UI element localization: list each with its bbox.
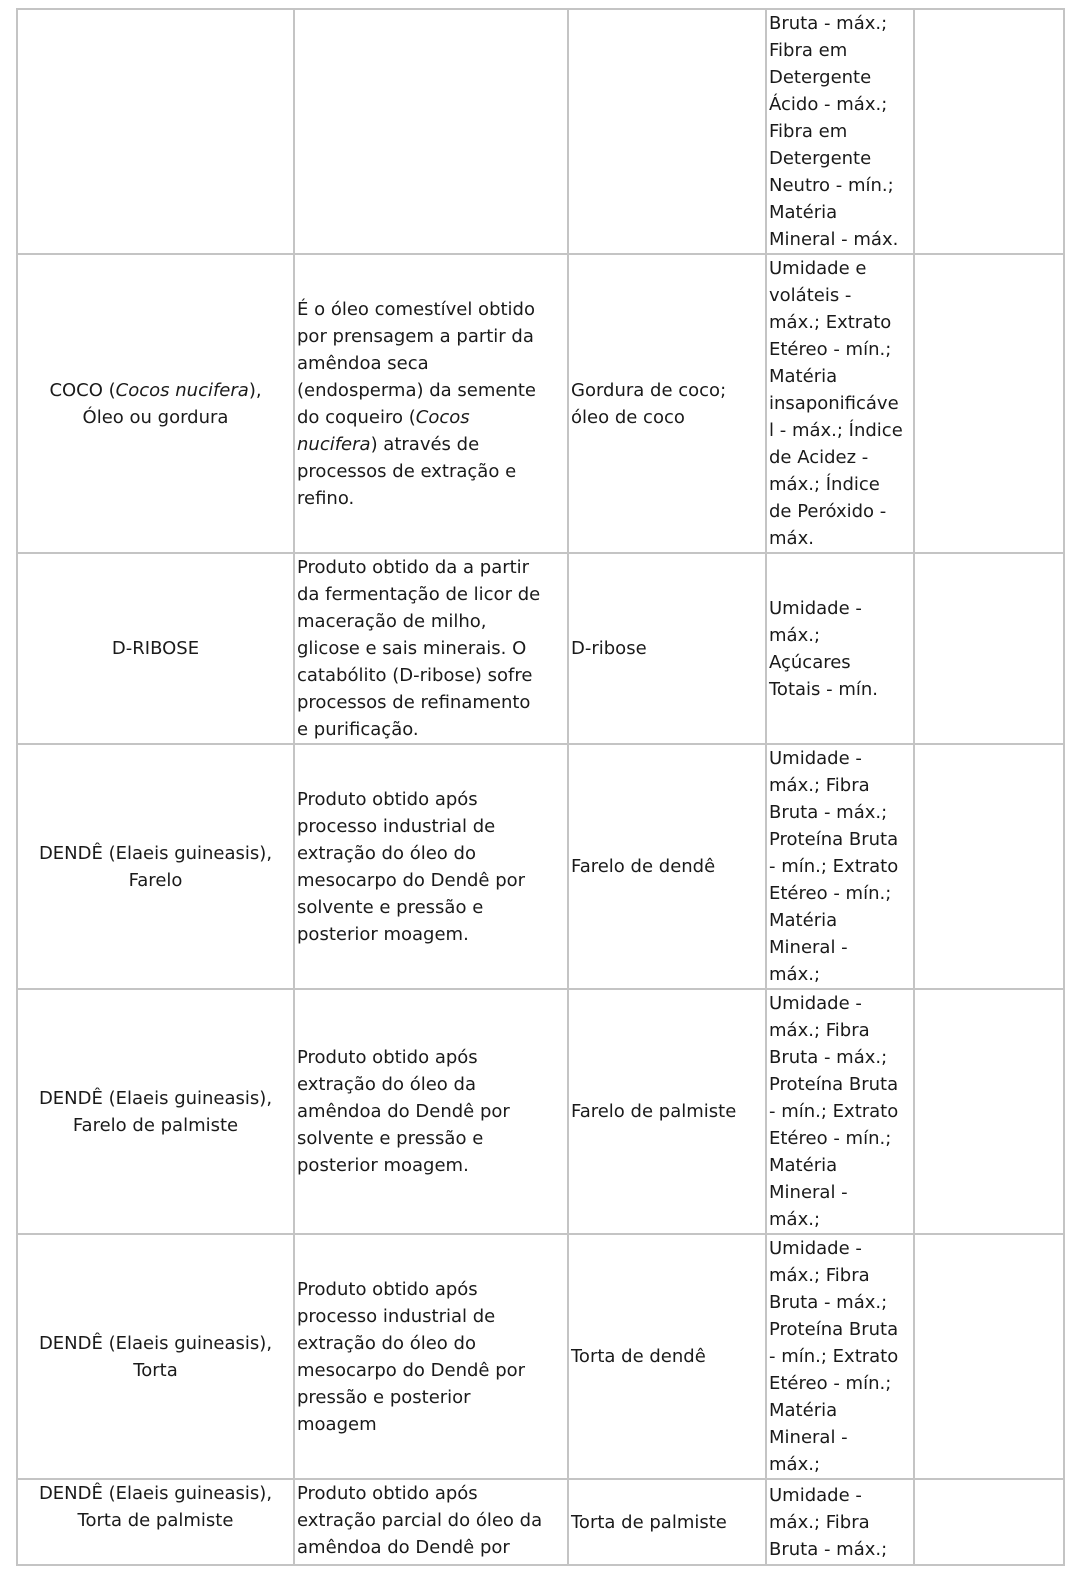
cell-text: DENDÊ (Elaeis guineasis), [38, 1483, 273, 1504]
synonyms-cell [568, 254, 766, 553]
cell-line [297, 431, 565, 458]
cell-line [297, 1044, 565, 1071]
cell-line [297, 404, 565, 431]
cell-line: Mineral - máx. [769, 229, 899, 250]
cell-line: Etéreo - mín.; [769, 1373, 892, 1394]
cell-text: do coqueiro ( [297, 406, 416, 428]
table-row [17, 254, 1064, 553]
cell-text: maceração de milho, [297, 611, 487, 632]
cell-line: Farelo de dendê [571, 856, 716, 877]
cell-line: Matéria [769, 202, 838, 223]
cell-line [20, 1507, 291, 1534]
description-cell [294, 989, 568, 1234]
cell-line: - mín.; Extrato [769, 856, 899, 877]
cell-text: D-RIBOSE [111, 638, 200, 659]
empty-cell [914, 9, 1064, 254]
cell-text: Produto obtido após [297, 1278, 478, 1300]
cell-line [20, 404, 291, 431]
description-cell [294, 553, 568, 744]
cell-line [297, 1357, 565, 1384]
requirements-cell [766, 553, 914, 744]
cell-text: ), [248, 379, 262, 401]
cell-text: extração do óleo do [297, 1332, 476, 1354]
cell-text: processo industrial de [297, 815, 496, 837]
cell-text: Produto obtido da a partir [297, 557, 530, 578]
cell-line [297, 350, 565, 377]
cell-text: posterior moagem. [297, 1155, 469, 1176]
cell-line [297, 840, 565, 867]
cell-text: mesocarpo do Dendê por [297, 869, 526, 891]
cell-line [297, 1276, 565, 1303]
cell-text: solvente e pressão e [297, 1128, 484, 1149]
cell-line: Matéria [769, 1155, 838, 1176]
cell-line: Mineral - [769, 1427, 848, 1448]
ingredient-name-cell [17, 254, 294, 553]
cell-text: e purificação. [297, 719, 419, 740]
italic-text: Cocos nucifera [115, 379, 249, 401]
cell-line [297, 635, 565, 662]
requirements-cell [766, 9, 914, 254]
cell-line [297, 662, 565, 689]
empty-cell [914, 1479, 1064, 1565]
cell-line: Etéreo - mín.; [769, 883, 892, 904]
empty-cell [914, 254, 1064, 553]
cell-text: pressão e posterior [297, 1386, 471, 1408]
cell-line [297, 786, 565, 813]
table-row [17, 989, 1064, 1234]
synonyms-cell [568, 1479, 766, 1565]
cell-line: Proteína Bruta [769, 1074, 899, 1095]
cell-text: Farelo [128, 869, 183, 891]
cell-text: extração do óleo do [297, 842, 476, 864]
italic-text: Cocos [415, 406, 470, 428]
cell-line: máx.; Índice [769, 474, 880, 495]
cell-line [297, 689, 565, 716]
cell-text: Produto obtido após [297, 788, 478, 810]
cell-line: Açúcares [769, 651, 851, 673]
cell-line: Umidade - [769, 597, 862, 619]
cell-line [297, 1384, 565, 1411]
cell-line: Bruta - máx.; [769, 1047, 888, 1068]
cell-line: máx.; [769, 624, 821, 646]
requirements-cell [766, 1234, 914, 1479]
cell-line: insaponificáve [769, 393, 899, 414]
table-row [17, 1479, 1064, 1565]
cell-line [297, 608, 565, 635]
cell-line [297, 1125, 565, 1152]
cell-line [297, 554, 565, 581]
synonyms-cell [568, 553, 766, 744]
cell-line [297, 1098, 565, 1125]
cell-line: Torta de palmiste [571, 1511, 727, 1533]
cell-line: Fibra em [769, 121, 848, 142]
cell-line: Bruta - máx.; [769, 1292, 888, 1313]
cell-line: máx.; Fibra [769, 1265, 870, 1286]
cell-line: máx.; Fibra [769, 775, 870, 796]
cell-line: voláteis - [769, 285, 852, 306]
cell-line [20, 377, 291, 404]
cell-line: Fibra em [769, 40, 848, 61]
synonyms-cell [568, 989, 766, 1234]
cell-line [297, 1071, 565, 1098]
cell-line [20, 1085, 291, 1112]
empty-cell [914, 744, 1064, 989]
cell-line: de Peróxido - [769, 501, 887, 522]
cell-text: posterior moagem. [297, 923, 469, 945]
empty-cell [914, 1234, 1064, 1479]
cell-text: Farelo de palmiste [72, 1114, 239, 1136]
cell-line [297, 921, 565, 948]
requirements-cell [766, 744, 914, 989]
cell-text: solvente e pressão e [297, 896, 484, 918]
cell-line [297, 1330, 565, 1357]
ingredients-table [16, 8, 1065, 1566]
cell-line: de Acidez - [769, 447, 869, 468]
cell-line: Mineral - [769, 1182, 848, 1203]
empty-cell [914, 989, 1064, 1234]
ingredient-name-cell [17, 1234, 294, 1479]
description-cell [294, 1479, 568, 1565]
cell-line: Bruta - máx.; [769, 802, 888, 823]
cell-line [20, 1330, 291, 1357]
table-row [17, 553, 1064, 744]
cell-line [297, 1152, 565, 1179]
cell-line: máx.; [769, 964, 821, 985]
cell-line: máx.; [769, 1454, 821, 1475]
cell-line: - mín.; Extrato [769, 1346, 899, 1367]
synonyms-cell [568, 744, 766, 989]
cell-line: Torta de dendê [571, 1346, 706, 1367]
table-row [17, 744, 1064, 989]
cell-line [297, 1303, 565, 1330]
cell-line: Detergente [769, 148, 872, 169]
cell-line [297, 296, 565, 323]
cell-text: Torta [133, 1359, 178, 1381]
cell-line: Matéria [769, 366, 838, 387]
cell-text: DENDÊ (Elaeis guineasis), [38, 1087, 273, 1109]
table-row [17, 9, 1064, 254]
cell-line: máx.; Extrato [769, 312, 892, 333]
cell-line: Ácido - máx.; [769, 94, 888, 115]
cell-line [297, 458, 565, 485]
cell-line [297, 377, 565, 404]
table-body [17, 9, 1064, 1565]
requirements-cell [766, 989, 914, 1234]
cell-line [297, 894, 565, 921]
cell-text: É o óleo comestível obtido [297, 298, 535, 320]
cell-text: amêndoa do Dendê por [297, 1537, 510, 1558]
cell-text: amêndoa seca [297, 352, 429, 374]
cell-text: da fermentação de licor de [297, 584, 541, 605]
description-cell [294, 744, 568, 989]
italic-text: nucifera [297, 433, 371, 455]
cell-text: processos de extração e [297, 460, 517, 482]
cell-text: processos de refinamento [297, 692, 531, 713]
synonyms-cell [568, 1234, 766, 1479]
cell-line: Proteína Bruta [769, 829, 899, 850]
cell-line [20, 1112, 291, 1139]
cell-line [297, 485, 565, 512]
cell-line [297, 1507, 565, 1534]
cell-line [297, 716, 565, 743]
cell-text: Torta de palmiste [77, 1510, 234, 1531]
ingredient-name-cell [17, 989, 294, 1234]
cell-line: Umidade - [769, 1484, 862, 1506]
cell-line [297, 581, 565, 608]
cell-line [297, 1480, 565, 1507]
cell-text: extração parcial do óleo da [297, 1510, 543, 1531]
cell-text: catabólito (D-ribose) sofre [297, 665, 533, 686]
cell-line: Bruta - máx.; [769, 1538, 888, 1560]
cell-text: moagem [297, 1413, 377, 1435]
cell-line: Bruta - máx.; [769, 13, 888, 34]
ingredient-name-cell [17, 1479, 294, 1565]
description-cell [294, 1234, 568, 1479]
cell-text: (endosperma) da semente [297, 379, 536, 401]
cell-text: ) através de [370, 433, 480, 455]
description-cell [294, 254, 568, 553]
cell-line: Matéria [769, 910, 838, 931]
description-cell [294, 9, 568, 254]
requirements-cell [766, 254, 914, 553]
table-row [17, 1234, 1064, 1479]
ingredient-name-cell [17, 9, 294, 254]
cell-text: COCO ( [49, 379, 116, 401]
cell-line [297, 1534, 565, 1561]
cell-line [20, 840, 291, 867]
cell-line [297, 323, 565, 350]
cell-text: processo industrial de [297, 1305, 496, 1327]
cell-line: Umidade e [769, 258, 867, 279]
cell-line [20, 1480, 291, 1507]
cell-line: Mineral - [769, 937, 848, 958]
cell-line: Neutro - mín.; [769, 175, 894, 196]
cell-line: Umidade - [769, 1238, 862, 1259]
cell-line: Etéreo - mín.; [769, 339, 892, 360]
cell-line: l - máx.; Índice [769, 420, 903, 441]
cell-line: Matéria [769, 1400, 838, 1421]
synonyms-cell [568, 9, 766, 254]
cell-line: óleo de coco [571, 406, 685, 428]
cell-line: máx.; [769, 1209, 821, 1230]
ingredient-name-cell [17, 744, 294, 989]
cell-line: máx. [769, 528, 814, 549]
ingredient-name-cell [17, 553, 294, 744]
cell-line: Gordura de coco; [571, 379, 727, 401]
cell-line [20, 867, 291, 894]
cell-line: Umidade - [769, 993, 862, 1014]
cell-line: Umidade - [769, 748, 862, 769]
cell-line [297, 813, 565, 840]
requirements-cell [766, 1479, 914, 1565]
cell-text: DENDÊ (Elaeis guineasis), [38, 842, 273, 864]
cell-line [297, 867, 565, 894]
cell-line [20, 1357, 291, 1384]
cell-line [20, 635, 291, 662]
cell-text: extração do óleo da [297, 1074, 476, 1095]
cell-text: Produto obtido após [297, 1483, 478, 1504]
cell-text: refino. [297, 487, 355, 509]
cell-text: amêndoa do Dendê por [297, 1101, 510, 1122]
cell-text: Produto obtido após [297, 1047, 478, 1068]
cell-text: DENDÊ (Elaeis guineasis), [38, 1332, 273, 1354]
cell-line: Detergente [769, 67, 872, 88]
cell-line: Etéreo - mín.; [769, 1128, 892, 1149]
cell-line: máx.; Fibra [769, 1511, 870, 1533]
cell-line: máx.; Fibra [769, 1020, 870, 1041]
cell-text: glicose e sais minerais. O [297, 638, 527, 659]
cell-text: Óleo ou gordura [82, 406, 229, 428]
cell-line: D-ribose [571, 638, 647, 659]
cell-line [297, 1411, 565, 1438]
cell-text: por prensagem a partir da [297, 325, 534, 347]
empty-cell [914, 553, 1064, 744]
cell-line: - mín.; Extrato [769, 1101, 899, 1122]
cell-text: mesocarpo do Dendê por [297, 1359, 526, 1381]
cell-line: Totais - mín. [769, 678, 879, 700]
cell-line: Proteína Bruta [769, 1319, 899, 1340]
cell-line: Farelo de palmiste [571, 1101, 737, 1122]
